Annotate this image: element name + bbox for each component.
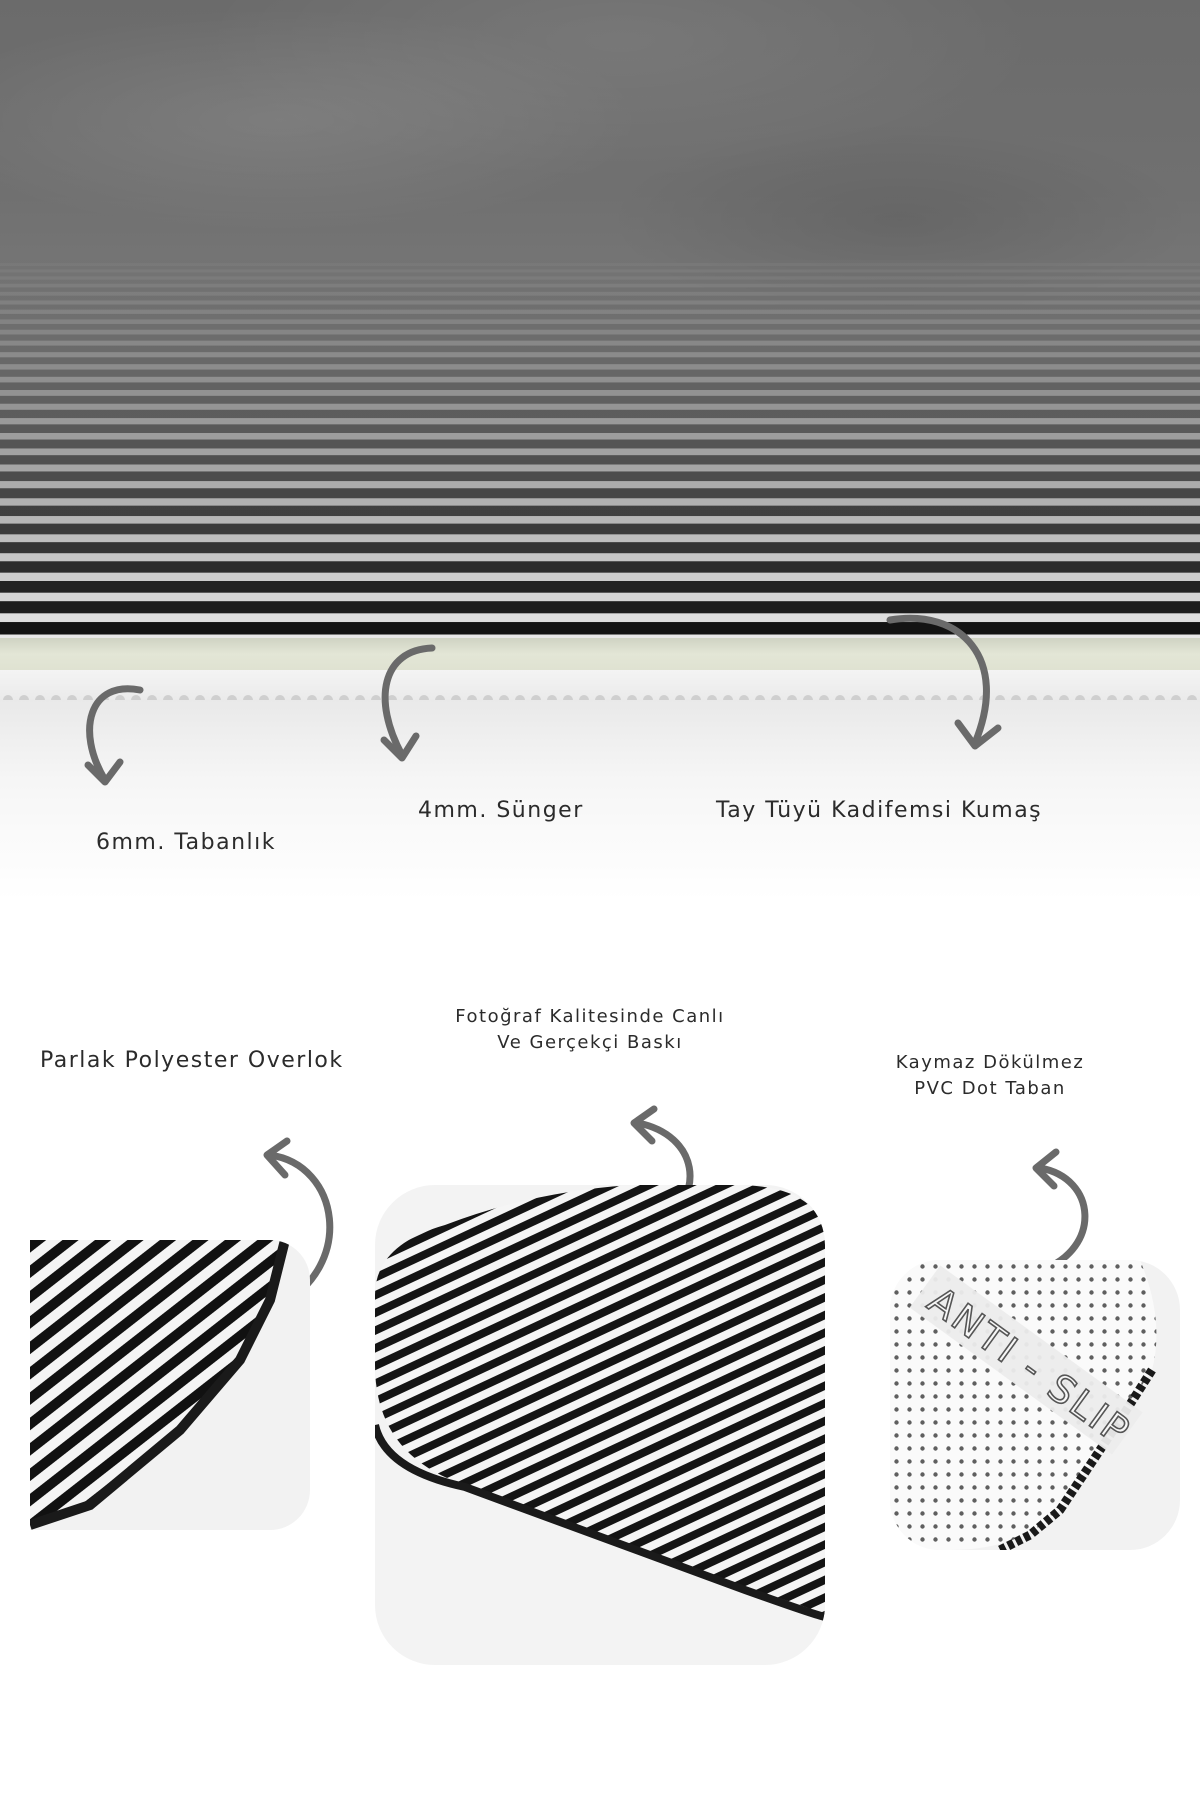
curved-arrow-icon [60, 670, 160, 800]
stripe [0, 314, 1200, 319]
print-feature-line-1: Fotoğraf Kalitesinde Canlı [455, 1006, 725, 1027]
stripe [0, 370, 1200, 377]
stripe [0, 455, 1200, 464]
stripe [0, 396, 1200, 404]
anti-slip-text: ANTI - SLIP [920, 1278, 1140, 1455]
backing-feature-line-2: PVC Dot Taban [914, 1078, 1066, 1099]
stripe [0, 524, 1200, 535]
stripe-light [0, 319, 1200, 324]
stripe [0, 266, 1200, 269]
stripe-light [0, 553, 1200, 561]
stripe-light [0, 433, 1200, 440]
stripe-light [0, 276, 1200, 279]
stripe [0, 382, 1200, 390]
stripe-light [0, 377, 1200, 383]
fabric-layer-label: Tay Tüyü Kadifemsi Kumaş [716, 798, 1043, 823]
rug-stripes [0, 260, 1200, 640]
stripe [0, 357, 1200, 364]
stripe-light [0, 498, 1200, 505]
overlock-closeup [30, 1240, 310, 1530]
backing-feature-label [840, 1050, 1140, 1102]
curved-arrow-icon [1022, 1148, 1112, 1278]
stripe [0, 471, 1200, 481]
stripe [0, 287, 1200, 291]
stripe [0, 335, 1200, 341]
stripe [0, 260, 1200, 263]
stripe-light [0, 364, 1200, 369]
stripe-light [0, 534, 1200, 542]
stripe-light [0, 292, 1200, 296]
stripe [0, 440, 1200, 449]
stripe [0, 280, 1200, 284]
stripe [0, 305, 1200, 310]
stripe [0, 581, 1200, 593]
print-feature-label [360, 1004, 820, 1056]
stripe-light [0, 330, 1200, 335]
stripe-light [0, 269, 1200, 272]
stripe [0, 424, 1200, 433]
foam-layer-label: 4mm. Sünger [418, 798, 584, 823]
anti-slip-closeup [890, 1260, 1180, 1550]
stripe-light [0, 310, 1200, 314]
stripe-light [0, 573, 1200, 581]
stripe [0, 273, 1200, 277]
stripe-light [0, 404, 1200, 410]
stripe-light [0, 593, 1200, 602]
curved-arrow-icon [352, 640, 452, 770]
stripe [0, 488, 1200, 498]
stripe-light [0, 448, 1200, 455]
stripe [0, 561, 1200, 572]
stripe-light [0, 465, 1200, 472]
stripe-light [0, 284, 1200, 288]
stripe-light [0, 418, 1200, 424]
stripe [0, 622, 1200, 634]
base-layer-label: 6mm. Tabanlık [96, 830, 276, 855]
stripe-light [0, 341, 1200, 346]
stripe-light [0, 613, 1200, 622]
stripe [0, 324, 1200, 330]
stripe-light [0, 390, 1200, 396]
stripe [0, 296, 1200, 301]
stripe [0, 601, 1200, 613]
stripe-light [0, 516, 1200, 524]
print-feature-line-2: Ve Gerçekçi Baskı [497, 1032, 683, 1053]
stripe-light [0, 300, 1200, 304]
stripe [0, 346, 1200, 353]
curved-arrow-icon [880, 608, 1020, 758]
stripe [0, 506, 1200, 516]
print-closeup [375, 1185, 825, 1665]
stripe-light [0, 352, 1200, 357]
stripe-light [0, 263, 1200, 266]
stripe [0, 410, 1200, 418]
overlock-feature-label: Parlak Polyester Overlok [40, 1048, 344, 1073]
stripe [0, 542, 1200, 553]
backing-feature-line-1: Kaymaz Dökülmez [895, 1052, 1085, 1073]
stripe-light [0, 481, 1200, 488]
